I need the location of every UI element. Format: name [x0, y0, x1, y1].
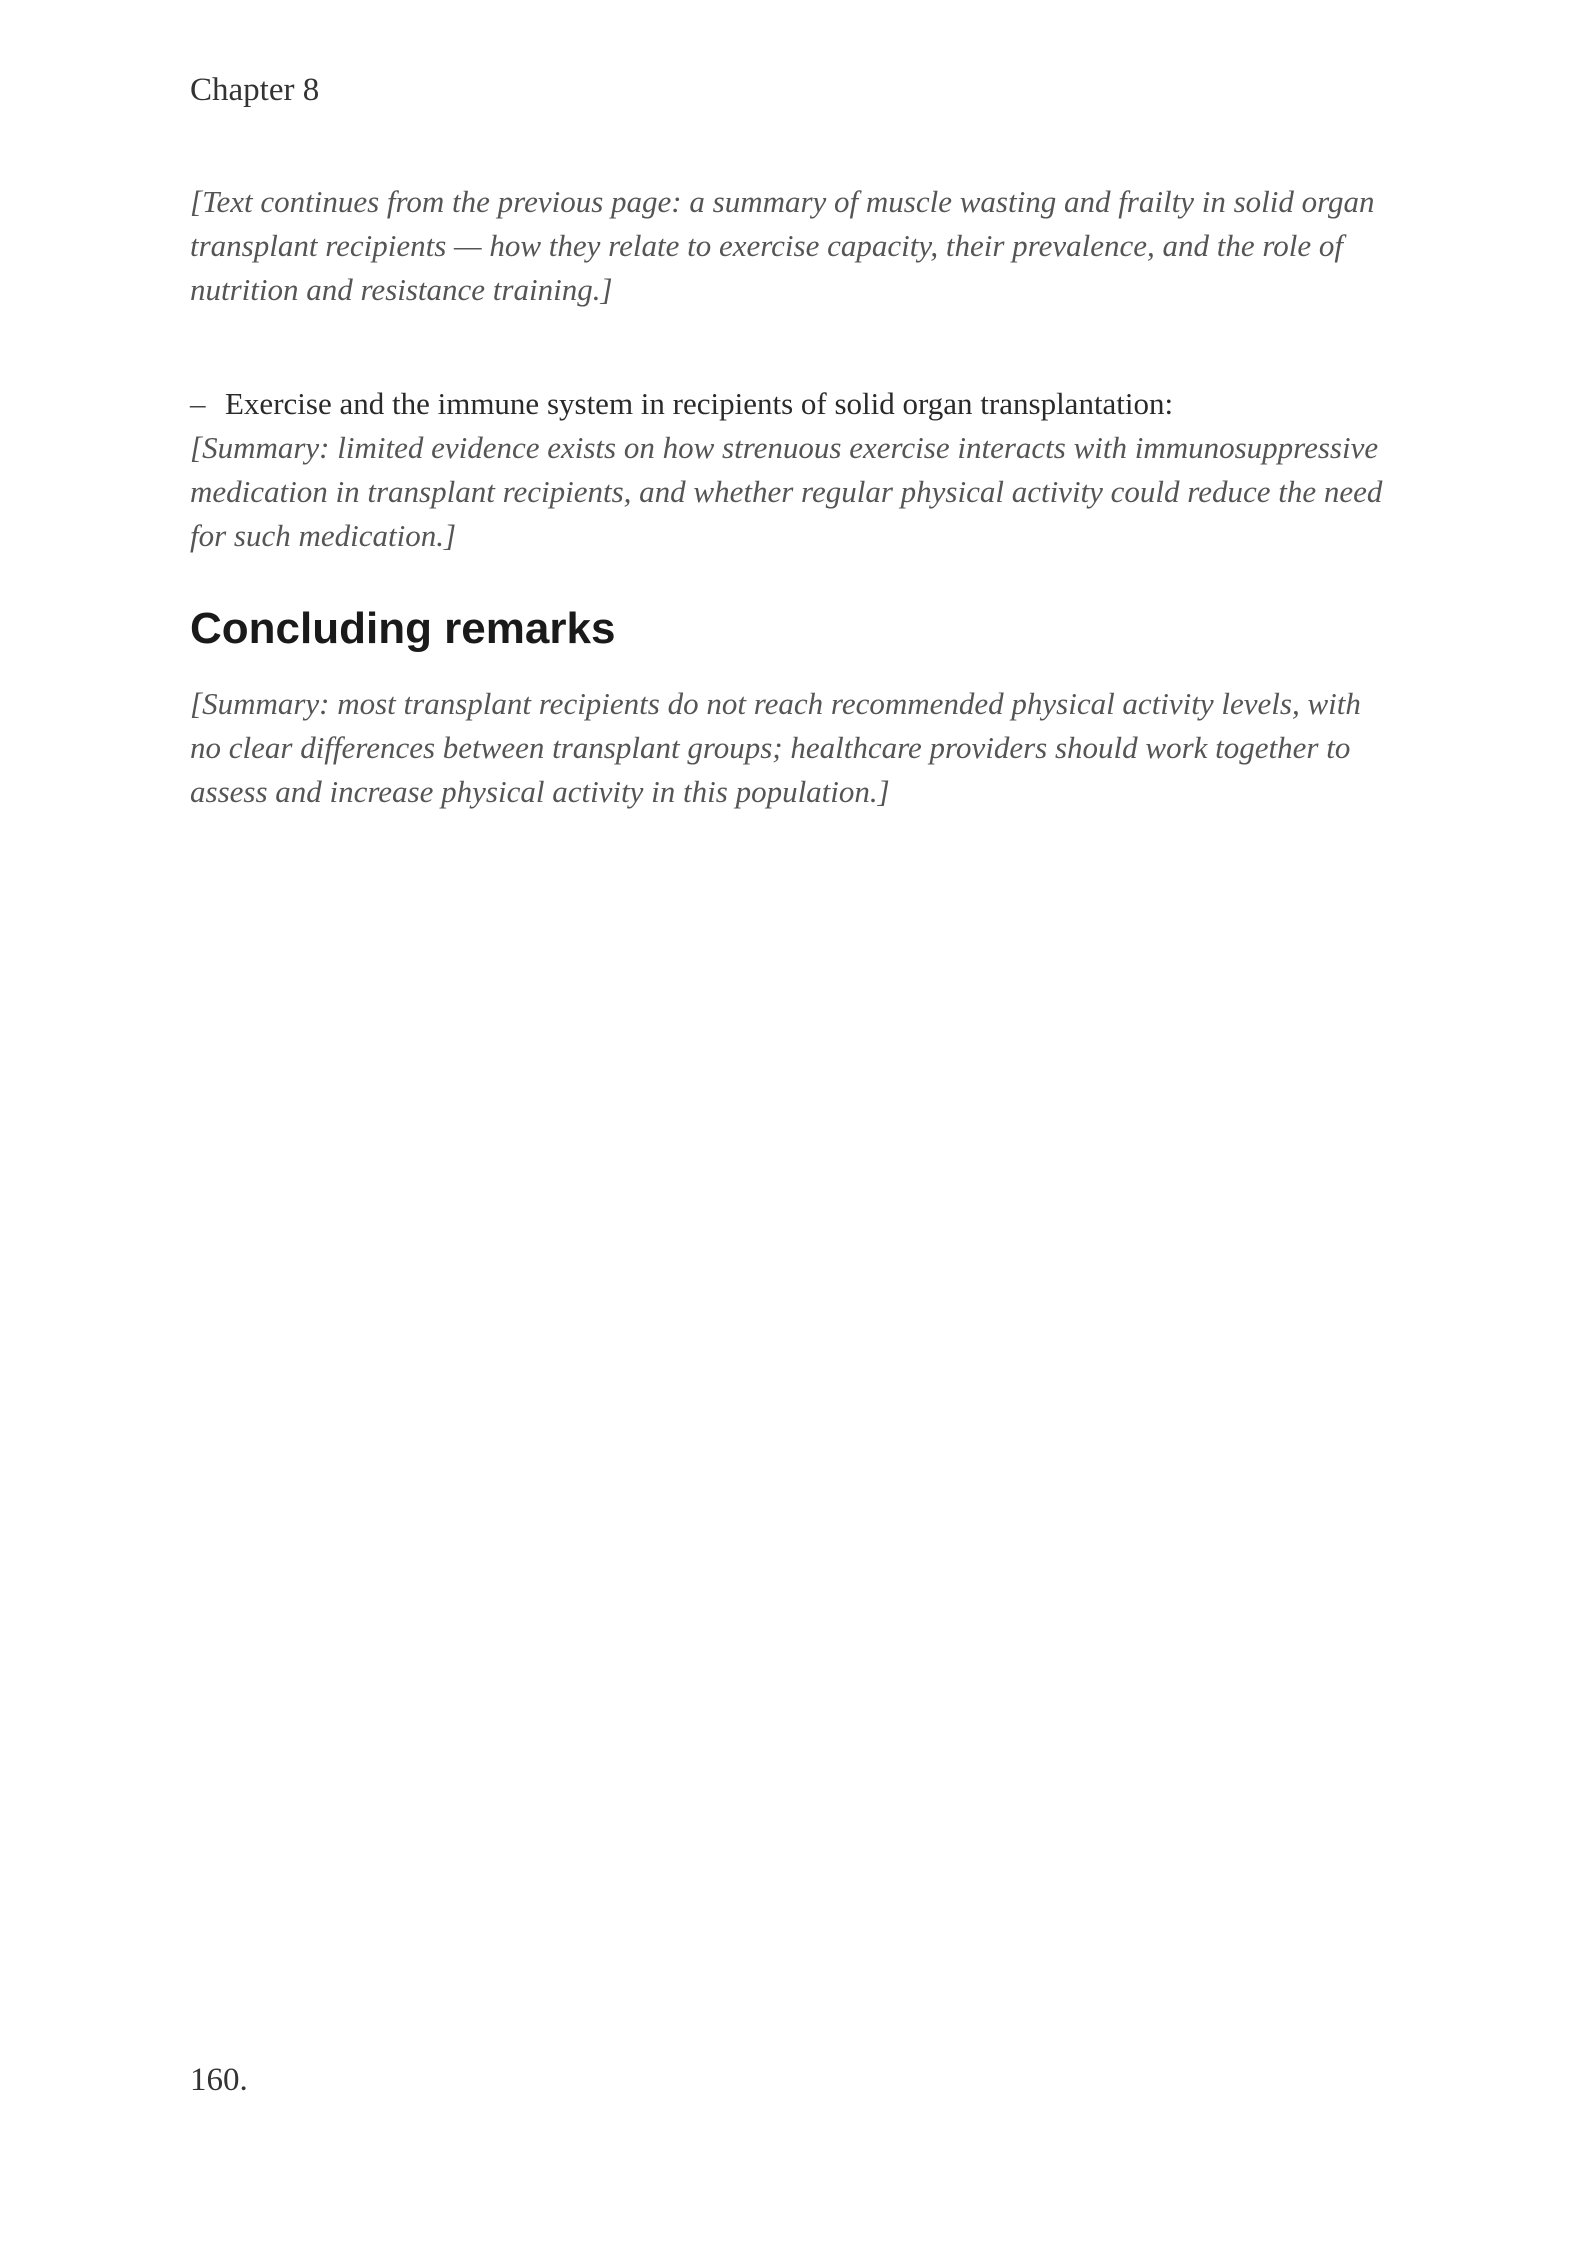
dash-bullet-icon: – — [190, 386, 206, 421]
bullet-title: Exercise and the immune system in recipients of solid organ transplantation: — [225, 386, 1174, 421]
paragraph-spacer — [190, 312, 1385, 382]
body-paragraph-1: [Text continues from the previous page: a summary of muscle wasting and frailty in solid organ transplant recipients — how they relate to exercise capacity, their prevalence, and the role of nutrition and resistance training.] — [190, 184, 1375, 307]
concluding-paragraph: [Summary: most transplant recipients do not reach recommended physical activity levels, with no clear differences between transplant groups; healthcare providers should work together to assess and increase physical activity in this population.] — [190, 686, 1361, 809]
section-heading: Concluding remarks — [190, 604, 616, 653]
body-paragraph-2: [Summary: limited evidence exists on how strenuous exercise interacts with immunosuppressive medication in transplant recipients, and whether regular physical activity could reduce the need for such medication.] — [190, 430, 1383, 553]
running-header: Chapter 8 — [190, 72, 320, 108]
page-body — [190, 180, 1385, 814]
page-number: 160. — [190, 2062, 248, 2098]
bullet-item — [190, 382, 1385, 426]
